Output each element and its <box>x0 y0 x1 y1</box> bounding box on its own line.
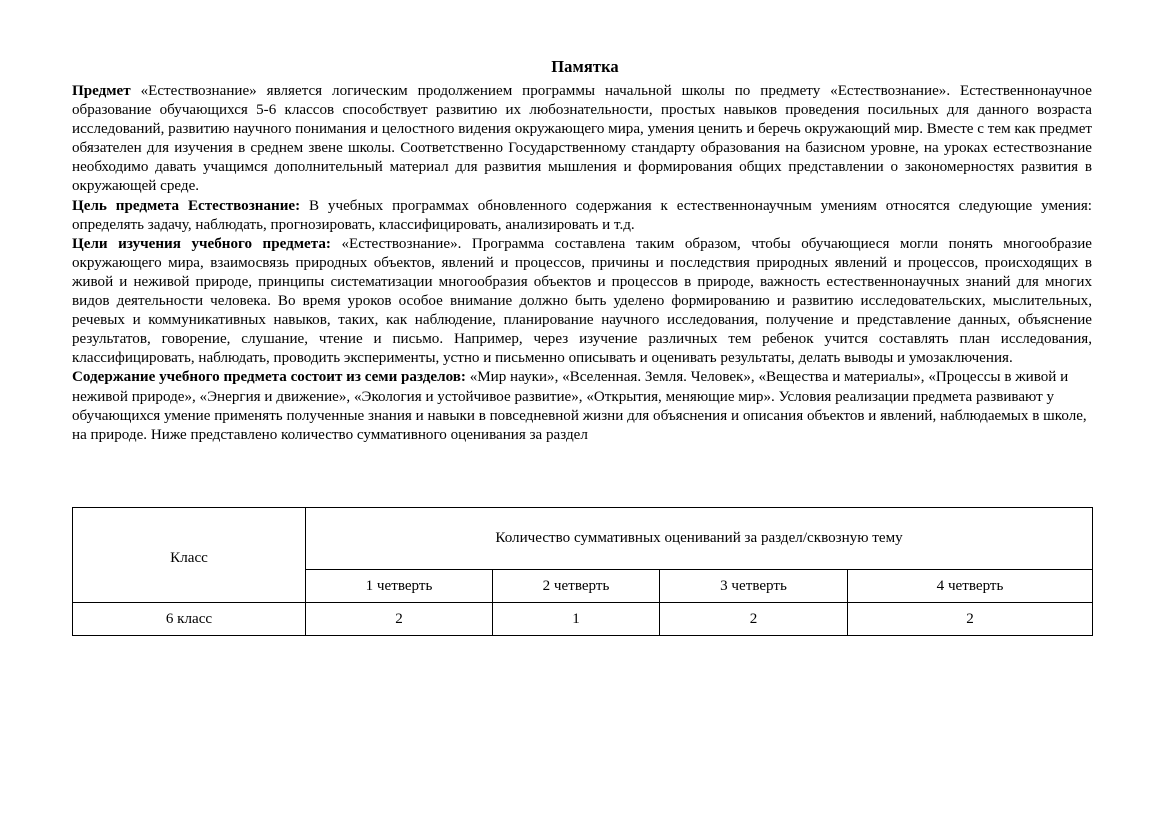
table-row <box>73 603 1093 636</box>
page-title: Памятка <box>551 57 619 76</box>
table-header-row-top <box>73 508 1093 570</box>
table-header-quarter-3: 3 четверть <box>660 570 848 603</box>
paragraph-text-objectives: «Естествознание». Программа составлена таким образом, чтобы обучающиеся могли понять многообразие окружающего мира, взаимосвязь природных объектов, явлений и процессов, причины и последствия природных явлений и процессов, происходящих в живой и неживой природе, принципы систематизации многообразия объектов и процессов в природе, важность естественнонаучных знаний для многих видов деятельности человека. Во время уроков особое внимание должно быть уделено формированию и развитию исследовательских, мыслительных, речевых и коммуникативных навыков, таких, как наблюдение, планирование научного исследования, получение и представление данных, объяснение результатов, говорение, слушание, чтение и письмо. Например, через изучение различных тем ребенок учится составлять план исследования, классифицировать, наблюдать, проводить эксперименты, устно и письменно описывать и оценивать результаты, делать выводы и умозаключения. <box>72 235 1093 367</box>
table-header-quarter-2: 2 четверть <box>493 570 660 603</box>
document-body <box>72 82 1092 445</box>
table-header-quarter-1: 1 четверть <box>306 570 493 603</box>
paragraph-lead-goal: Цель предмета Естествознание: <box>72 197 301 214</box>
paragraph-lead-subject: Предмет <box>72 83 131 99</box>
table-body <box>73 603 1093 636</box>
paragraph-lead-objectives: Цели изучения учебного предмета: <box>72 235 331 252</box>
table-header-class: Класс <box>73 508 306 603</box>
table-cell-quarter-4: 2 <box>848 603 1093 636</box>
table-cell-quarter-2: 1 <box>493 603 660 636</box>
paragraph-subject <box>72 82 1092 197</box>
table-header-group: Количество суммативных оцениваний за раздел/сквозную тему <box>306 508 1093 570</box>
table-header <box>73 508 1093 603</box>
paragraph-goal <box>72 197 1092 235</box>
paragraph-text-subject: «Естествознание» является логическим продолжением программы начальной школы по предмету «Естествознание». Естественнонаучное образование обучающихся 5-6 классов способствует развитию их любознательности, простых навыков проведения посильных для данного возраста исследований, развитию научного понимания и целостного видения окружающего мира, умения ценить и беречь окружающий мир. Вместе с тем как предмет обязателен для изучения в среднем звене школы. Соответственно Государственному стандарту образования на базисном уровне, на уроках естествознание необходимо давать учащимся дополнительный материал для развития мышления и формирования общих представлении о закономерностях развития в окружающей среде. <box>72 83 1092 195</box>
paragraph-content-sections <box>72 368 1092 444</box>
paragraph-objectives <box>72 235 1092 369</box>
summative-assessment-table-wrapper <box>72 507 1092 636</box>
paragraph-lead-content-sections: Содержание учебного предмета состоит из семи разделов: <box>72 369 466 386</box>
table-header-quarter-4: 4 четверть <box>848 570 1093 603</box>
table-cell-quarter-3: 2 <box>660 603 848 636</box>
paragraph-text-goal: В учебных программах обновленного содержания к естественнонаучным умениям относятся следующие умения: определять задачу, наблюдать, прогнозировать, классифицировать, анализировать и т.д. <box>72 197 1092 233</box>
table-cell-class: 6 класс <box>73 603 306 636</box>
table-cell-quarter-1: 2 <box>306 603 493 636</box>
summative-assessment-table <box>72 507 1093 636</box>
paragraph-text-content-sections: «Мир науки», «Вселенная. Земля. Человек», «Вещества и материалы», «Процессы в живой и неживой природе», «Энергия и движение», «Экология и устойчивое развитие», «Открытия, меняющие мир». Условия реализации предмета развивают у обучающихся умение применять полученные знания и навыки в повседневной жизни для объяснения и описания объектов и явлений, наблюдаемых в школе, на природе. Ниже представлено количество суммативного оценивания за раздел <box>72 369 1087 443</box>
